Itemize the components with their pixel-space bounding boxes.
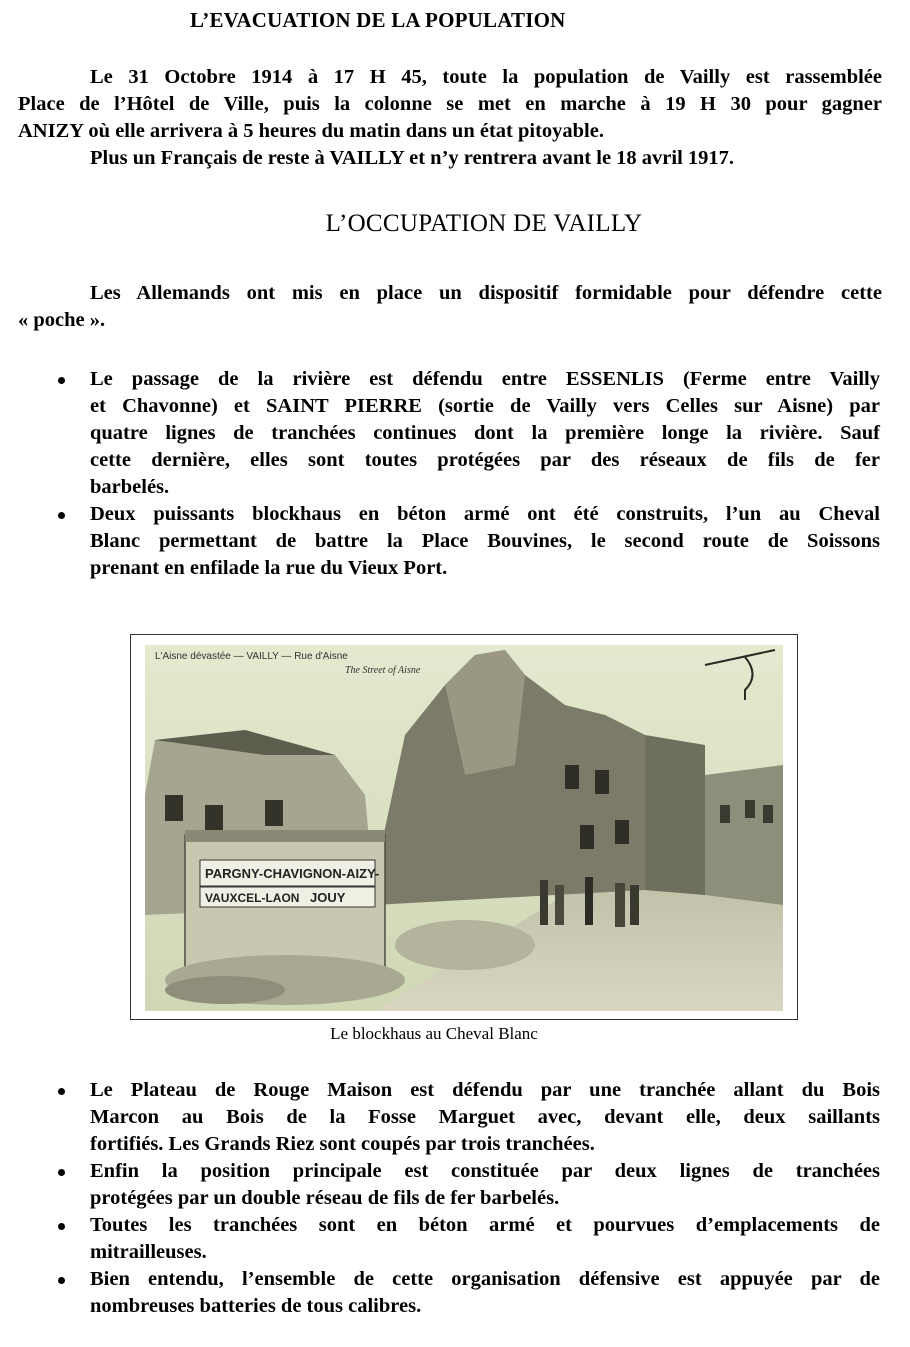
list-item-line: prenant en enfilade la rue du Vieux Port. bbox=[90, 557, 448, 579]
list-item-line: fortifiés. Les Grands Riez sont coupés par trois tranchées. bbox=[90, 1133, 595, 1155]
sign-text-line1: PARGNY-CHAVIGNON-AIZY- bbox=[205, 866, 380, 881]
paragraph-line: ANIZY où elle arrivera à 5 heures du matin dans un état pitoyable. bbox=[18, 120, 604, 142]
postcard-subtitle: The Street of Aisne bbox=[345, 665, 421, 676]
bullet-list-bottom bbox=[0, 1077, 910, 1320]
sign-text-line2: VAUXCEL-LAON bbox=[205, 891, 300, 905]
postcard-title: L'Aisne dévastée — VAILLY — Rue d'Aisne bbox=[155, 651, 348, 662]
list-item-line: mitrailleuses. bbox=[90, 1241, 207, 1263]
section-title-occupation: L’OCCUPATION DE VAILLY bbox=[325, 210, 643, 237]
list-item-line: barbelés. bbox=[90, 476, 170, 498]
list-item-line: Le passage de la rivière est défendu entre ESSENLIS (Ferme entre Vailly bbox=[90, 368, 880, 390]
bullet-icon bbox=[58, 377, 65, 384]
paragraph-line: Place de l’Hôtel de Ville, puis la colonne se met en marche à 19 H 30 pour gagner bbox=[18, 93, 882, 115]
list-item-line: quatre lignes de tranchées continues dont la première longe la rivière. Sauf bbox=[90, 422, 880, 444]
list-item bbox=[0, 1158, 880, 1212]
bullet-icon bbox=[58, 1088, 65, 1095]
list-item bbox=[0, 366, 880, 501]
section-title-evacuation: L’EVACUATION DE LA POPULATION bbox=[190, 8, 566, 32]
photo-caption: Le blockhaus au Cheval Blanc bbox=[330, 1024, 538, 1043]
list-item-line: Le Plateau de Rouge Maison est défendu par une tranchée allant du Bois bbox=[90, 1079, 880, 1101]
street-photo-illustration bbox=[145, 645, 783, 1011]
paragraph-line: Les Allemands ont mis en place un dispositif formidable pour défendre cette bbox=[90, 282, 882, 304]
bullet-list-top bbox=[0, 366, 910, 582]
list-item bbox=[0, 1212, 880, 1266]
list-item-line: et Chavonne) et SAINT PIERRE (sortie de Vailly vers Celles sur Aisne) par bbox=[90, 395, 880, 417]
paragraph-line: « poche ». bbox=[18, 309, 106, 331]
list-item bbox=[0, 1266, 880, 1320]
list-item-line: Deux puissants blockhaus en béton armé ont été construits, l’un au Cheval bbox=[90, 503, 880, 525]
bullet-icon bbox=[58, 1277, 65, 1284]
bullet-icon bbox=[58, 1169, 65, 1176]
sign-text-line3: JOUY bbox=[310, 890, 346, 905]
list-item-line: Marcon au Bois de la Fosse Marguet avec, devant elle, deux saillants bbox=[90, 1106, 880, 1128]
list-item-line: nombreuses batteries de tous calibres. bbox=[90, 1295, 422, 1317]
list-item-line: cette dernière, elles sont toutes protégées par des réseaux de fils de fer bbox=[90, 449, 880, 471]
list-item-line: Blanc permettant de battre la Place Bouvines, le second route de Soissons bbox=[90, 530, 880, 552]
list-item-line: Enfin la position principale est constituée par deux lignes de tranchées bbox=[90, 1160, 880, 1182]
paragraph-line: Plus un Français de reste à VAILLY et n’y rentrera avant le 18 avril 1917. bbox=[90, 147, 735, 169]
list-item-line: protégées par un double réseau de fils de fer barbelés. bbox=[90, 1187, 560, 1209]
bullet-icon bbox=[58, 1223, 65, 1230]
bullet-icon bbox=[58, 512, 65, 519]
list-item-line: Bien entendu, l’ensemble de cette organisation défensive est appuyée par de bbox=[90, 1268, 880, 1290]
photo-blockhaus bbox=[130, 634, 798, 1020]
list-item-line: Toutes les tranchées sont en béton armé et pourvues d’emplacements de bbox=[90, 1214, 880, 1236]
paragraph-intro bbox=[18, 280, 882, 334]
list-item bbox=[0, 1077, 880, 1158]
paragraph-line: Le 31 Octobre 1914 à 17 H 45, toute la population de Vailly est rassemblée bbox=[90, 66, 882, 88]
paragraph-evacuation bbox=[18, 64, 882, 172]
list-item bbox=[0, 501, 880, 582]
